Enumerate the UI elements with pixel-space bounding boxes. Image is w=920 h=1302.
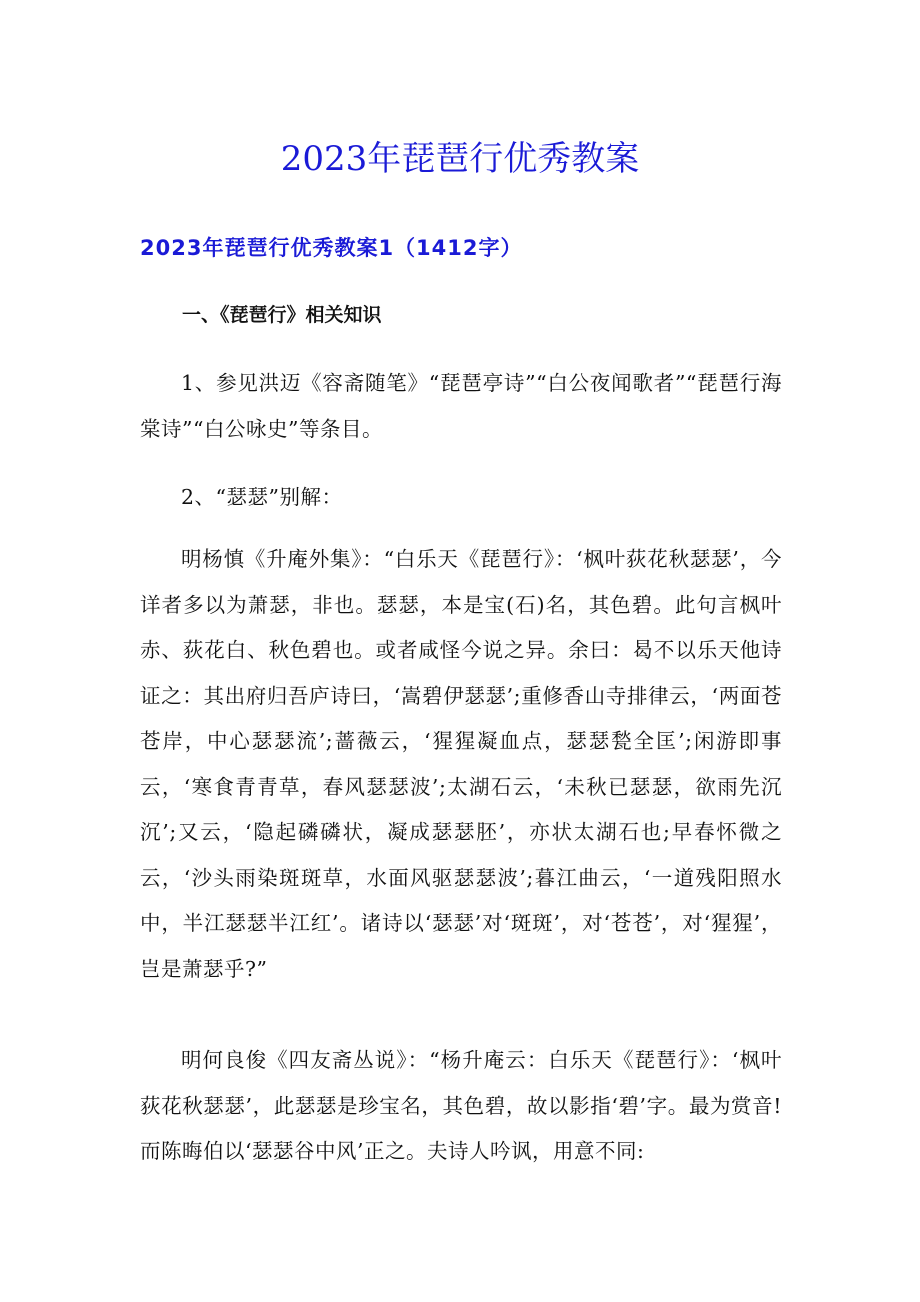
document-title: 2023年琵琶行优秀教案 <box>280 139 640 179</box>
paragraph-he-liangjun-quote: 明何良俊《四友斋丛说》：“杨升庵云：白乐天《琵琶行》：‘枫叶荻花秋瑟瑟’，此瑟瑟是珍宝名，其色碧，故以影指‘碧’字。最为赏音!而陈晦伯以‘瑟瑟谷中风’正之。夫诗人吟讽，用意不同: <box>140 1048 782 1163</box>
paragraph-references: 1、参见洪迈《容斋随笔》“琵琶亭诗”“白公夜闻歌者”“琵琶行海棠诗”“白公咏史”等条目。 <box>140 371 782 441</box>
paragraph-sese-heading: 2、“瑟瑟”别解： <box>181 485 343 509</box>
section-title: 2023年琵琶行优秀教案1（1412字） <box>140 236 523 260</box>
paragraph-yang-shen-quote: 明杨慎《升庵外集》：“白乐天《琵琶行》：‘枫叶荻花秋瑟瑟’，今详者多以为萧瑟，非也。瑟瑟，本是宝(石)名，其色碧。此句言枫叶赤、荻花白、秋色碧也。或者咸怪今说之异。余曰：曷不以乐天他诗证之：其出府归吾庐诗曰，‘嵩碧伊瑟瑟’;重修香山寺排律云，‘两面苍苍岸，中心瑟瑟流’;蔷薇云，‘猩猩凝血点，瑟瑟甃全匡’;闲游即事云，‘寒食青青草，春风瑟瑟波’;太湖石云，‘未秋已瑟瑟，欲雨先沉沉’;又云，‘隐起磷磷状，凝成瑟瑟胚’，亦状太湖石也;早春怀微之云，‘沙头雨染斑斑草，水面风驱瑟瑟波’;暮江曲云，‘一道残阳照水中，半江瑟瑟半江红’。诸诗以‘瑟瑟’对‘斑斑’，对‘苍苍’，对‘猩猩’，岂是萧瑟乎?” <box>140 547 782 981</box>
section-heading: 一、《琵琶行》相关知识 <box>182 304 382 326</box>
